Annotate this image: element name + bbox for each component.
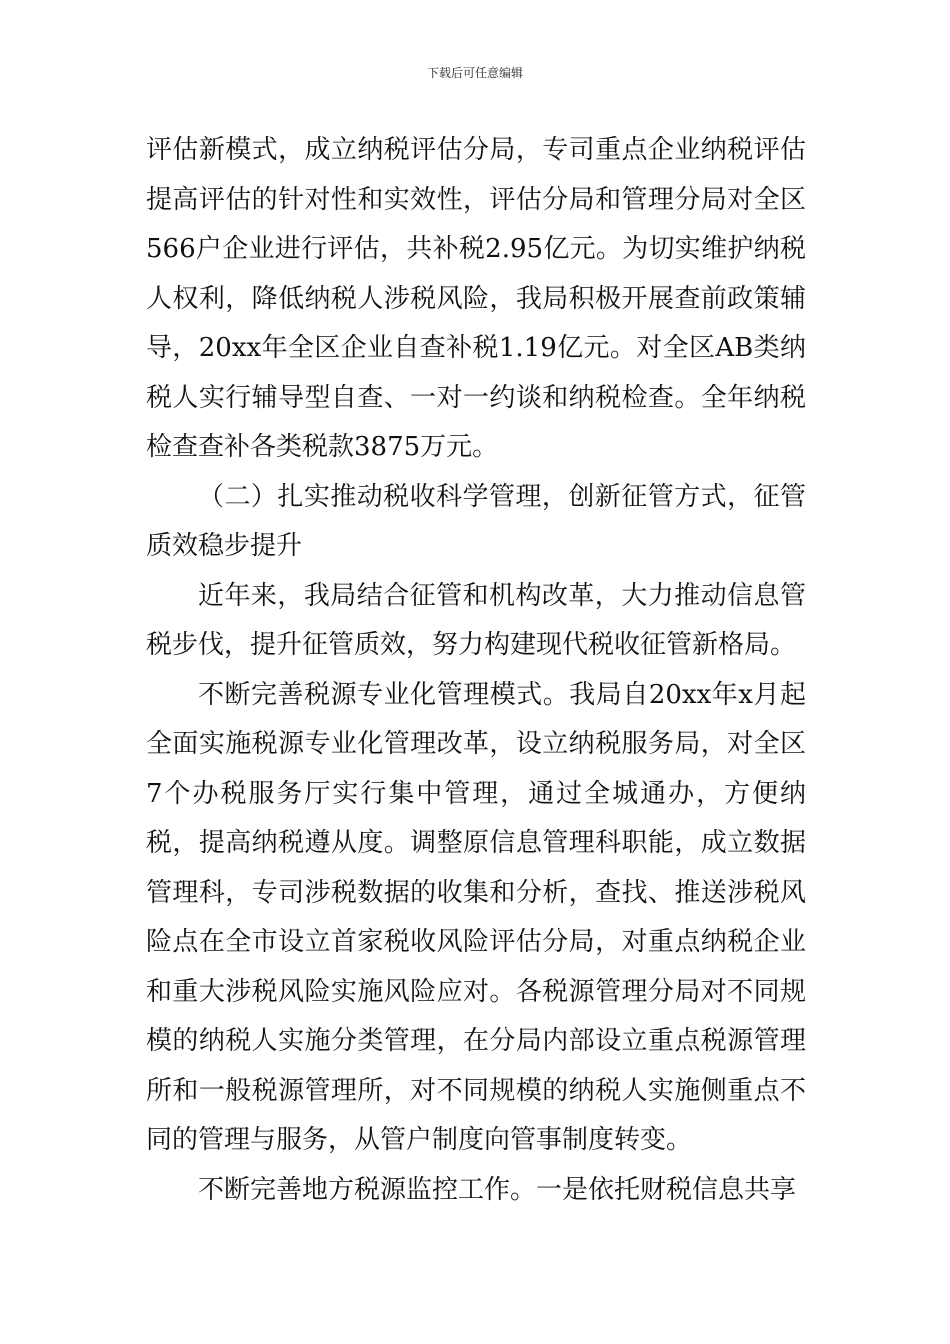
section-heading: （二）扎实推动税收科学管理，创新征管方式，征管质效稳步提升 [146,481,806,561]
paragraph-1: 评估新模式，成立纳税评估分局，专司重点企业纳税评估提高评估的针对性和实效性，评估分局和管理分局对全区566户企业进行评估，共补税2.95亿元。为切实维护纳税人权利，降低纳税人涉税风险，我局积极开展查前政策辅导，20xx年全区企业自查补税1.19亿元。对全区AB类纳税人实行辅导型自查、一对一约谈和纳税检查。全年纳税检查查补各类税款3875万元。 [146,135,806,462]
paragraph-2: 近年来，我局结合征管和机构改革，大力推动信息管税步伐，提升征管质效，努力构建现代税收征管新格局。 [146,580,806,660]
document-body [146,126,806,1215]
paragraph-3: 不断完善税源专业化管理模式。我局自20xx年x月起全面实施税源专业化管理改革，设立纳税服务局，对全区7个办税服务厅实行集中管理，通过全城通办，方便纳税，提高纳税遵从度。调整原信息管理科职能，成立数据管理科，专司涉税数据的收集和分析，查找、推送涉税风险点在全市设立首家税收风险评估分局，对重点纳税企业和重大涉税风险实施风险应对。各税源管理分局对不同规模的纳税人实施分类管理，在分局内部设立重点税源管理所和一般税源管理所，对不同规模的纳税人实施侧重点不同的管理与服务，从管户制度向管事制度转变。 [146,679,806,1155]
page-header: 下载后可任意编辑 [426,66,523,80]
paragraph-4: 不断完善地方税源监控工作。一是依托财税信息共享 [198,1174,797,1205]
